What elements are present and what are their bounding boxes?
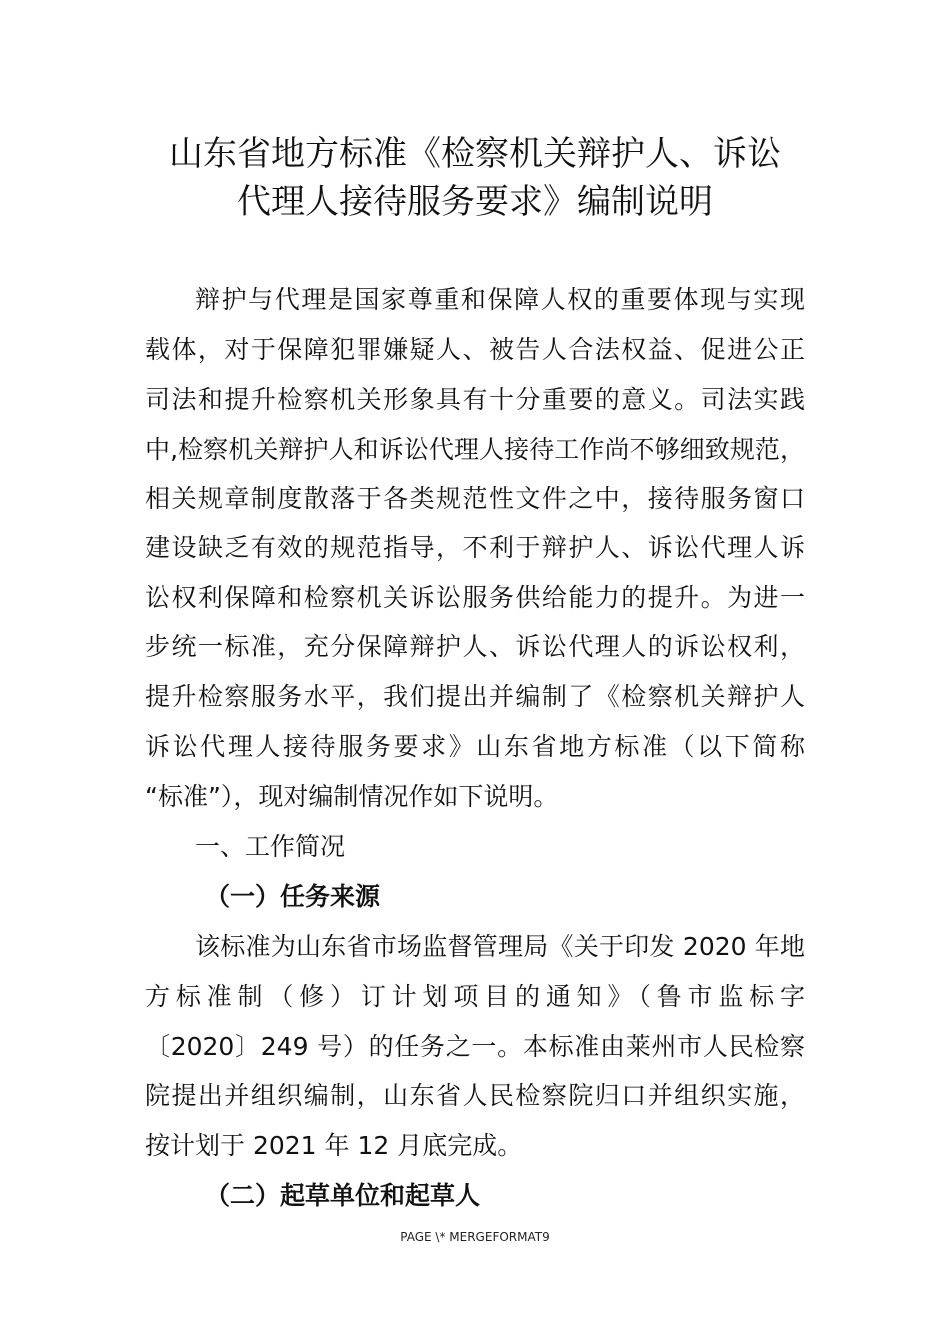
title-line-2: 代理人接待服务要求》编制说明 <box>237 182 713 222</box>
subsection-heading: （一）任务来源 <box>205 882 381 911</box>
paragraph-line: 辩护与代理是国家尊重和保障人权的重要体现与实现 <box>195 285 805 314</box>
paragraph-line: 相关规章制度散落于各类规范性文件之中，接待服务窗口 <box>145 484 805 513</box>
paragraph-line: 诉讼代理人接待服务要求》山东省地方标准（以下简称 <box>145 732 805 761</box>
paragraph-line: 按计划于 2021 年 12 月底完成。 <box>145 1131 523 1160</box>
paragraph-line: “标准”），现对编制情况作如下说明。 <box>145 782 559 811</box>
paragraph-line: 提升检察服务水平，我们提出并编制了《检察机关辩护人 <box>145 682 805 711</box>
paragraph-line: 方标准制（修）订计划项目的通知》（鲁市监标字 <box>145 982 805 1011</box>
paragraph-line: 步统一标准，充分保障辩护人、诉讼代理人的诉讼权利， <box>145 632 805 661</box>
section-heading: 一、工作简况 <box>195 832 346 861</box>
paragraph-line: 建设缺乏有效的规范指导，不利于辩护人、诉讼代理人诉 <box>145 533 805 562</box>
paragraph-line: 司法和提升检察机关形象具有十分重要的意义。司法实践 <box>145 385 805 414</box>
title-line-1: 山东省地方标准《检察机关辩护人、诉讼 <box>169 134 781 174</box>
page-footer: PAGE \* MERGEFORMAT9 <box>400 1230 550 1244</box>
paragraph-line: 〔2020〕249 号）的任务之一。本标准由莱州市人民检察 <box>145 1032 805 1061</box>
paragraph-line: 中,检察机关辩护人和诉讼代理人接待工作尚不够细致规范， <box>145 435 805 464</box>
paragraph-line: 该标准为山东省市场监督管理局《关于印发 2020 年地 <box>195 932 805 961</box>
paragraph-line: 载体，对于保障犯罪嫌疑人、被告人合法权益、促进公正 <box>145 335 805 364</box>
paragraph-line: 院提出并组织编制，山东省人民检察院归口并组织实施， <box>145 1081 805 1110</box>
subsection-heading: （二）起草单位和起草人 <box>205 1181 481 1210</box>
paragraph-line: 讼权利保障和检察机关诉讼服务供给能力的提升。为进一 <box>145 583 805 612</box>
